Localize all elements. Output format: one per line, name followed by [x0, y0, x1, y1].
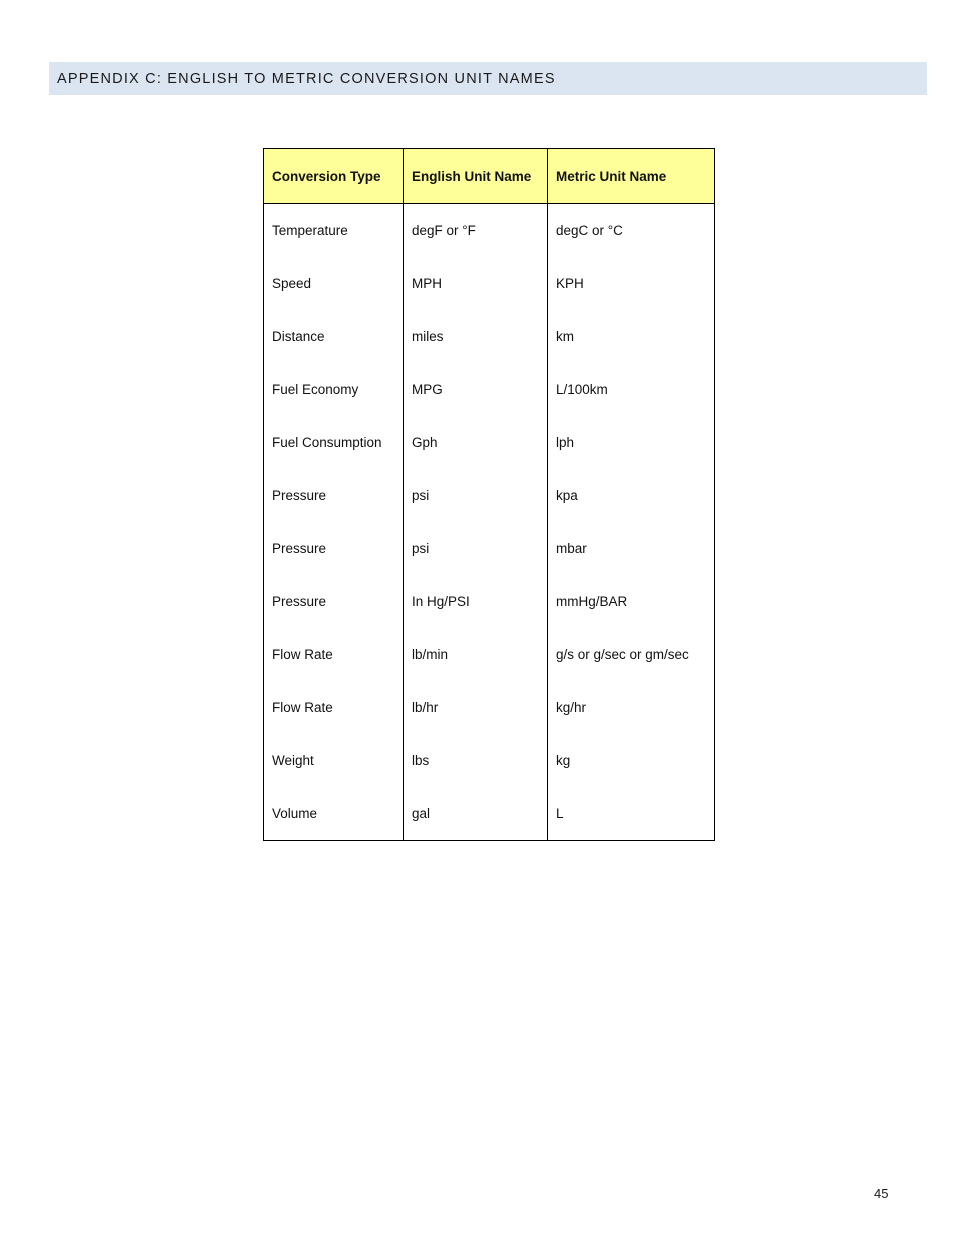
metric-unit-cell: L/100km	[548, 363, 715, 416]
metric-unit-cell: KPH	[548, 257, 715, 310]
metric-unit-cell: lph	[548, 416, 715, 469]
english-unit-cell: psi	[404, 469, 548, 522]
appendix-title: APPENDIX C: ENGLISH TO METRIC CONVERSION UNIT NAMES	[57, 70, 556, 87]
conversion-type-cell: Distance	[264, 310, 404, 363]
metric-unit-cell: L	[548, 787, 715, 841]
metric-unit-cell: kg	[548, 734, 715, 787]
conversion-type-cell: Pressure	[264, 522, 404, 575]
conversion-type-cell: Pressure	[264, 575, 404, 628]
table-row	[264, 257, 715, 310]
english-unit-cell: lbs	[404, 734, 548, 787]
conversion-type-cell: Flow Rate	[264, 681, 404, 734]
conversion-table	[263, 148, 715, 841]
table-header-row	[264, 149, 715, 204]
english-unit-cell: lb/hr	[404, 681, 548, 734]
english-unit-cell: MPG	[404, 363, 548, 416]
table-row	[264, 416, 715, 469]
table-row	[264, 734, 715, 787]
table-row	[264, 204, 715, 258]
table-row	[264, 575, 715, 628]
table-row	[264, 681, 715, 734]
metric-unit-cell: mbar	[548, 522, 715, 575]
table-row	[264, 310, 715, 363]
column-header-metric-unit: Metric Unit Name	[548, 149, 715, 204]
english-unit-cell: miles	[404, 310, 548, 363]
metric-unit-cell: kpa	[548, 469, 715, 522]
conversion-type-cell: Speed	[264, 257, 404, 310]
page-number: 45	[874, 1186, 889, 1201]
conversion-type-cell: Flow Rate	[264, 628, 404, 681]
english-unit-cell: MPH	[404, 257, 548, 310]
conversion-type-cell: Pressure	[264, 469, 404, 522]
english-unit-cell: lb/min	[404, 628, 548, 681]
conversion-type-cell: Fuel Economy	[264, 363, 404, 416]
metric-unit-cell: degC or °C	[548, 204, 715, 258]
column-header-conversion-type: Conversion Type	[264, 149, 404, 204]
conversion-type-cell: Temperature	[264, 204, 404, 258]
metric-unit-cell: kg/hr	[548, 681, 715, 734]
english-unit-cell: gal	[404, 787, 548, 841]
appendix-header	[49, 62, 927, 95]
table-row	[264, 522, 715, 575]
table-row	[264, 469, 715, 522]
metric-unit-cell: km	[548, 310, 715, 363]
english-unit-cell: Gph	[404, 416, 548, 469]
english-unit-cell: psi	[404, 522, 548, 575]
conversion-type-cell: Volume	[264, 787, 404, 841]
table-row	[264, 628, 715, 681]
english-unit-cell: degF or °F	[404, 204, 548, 258]
table-row	[264, 787, 715, 841]
column-header-english-unit: English Unit Name	[404, 149, 548, 204]
conversion-type-cell: Fuel Consumption	[264, 416, 404, 469]
table-row	[264, 363, 715, 416]
conversion-type-cell: Weight	[264, 734, 404, 787]
metric-unit-cell: g/s or g/sec or gm/sec	[548, 628, 715, 681]
english-unit-cell: In Hg/PSI	[404, 575, 548, 628]
metric-unit-cell: mmHg/BAR	[548, 575, 715, 628]
